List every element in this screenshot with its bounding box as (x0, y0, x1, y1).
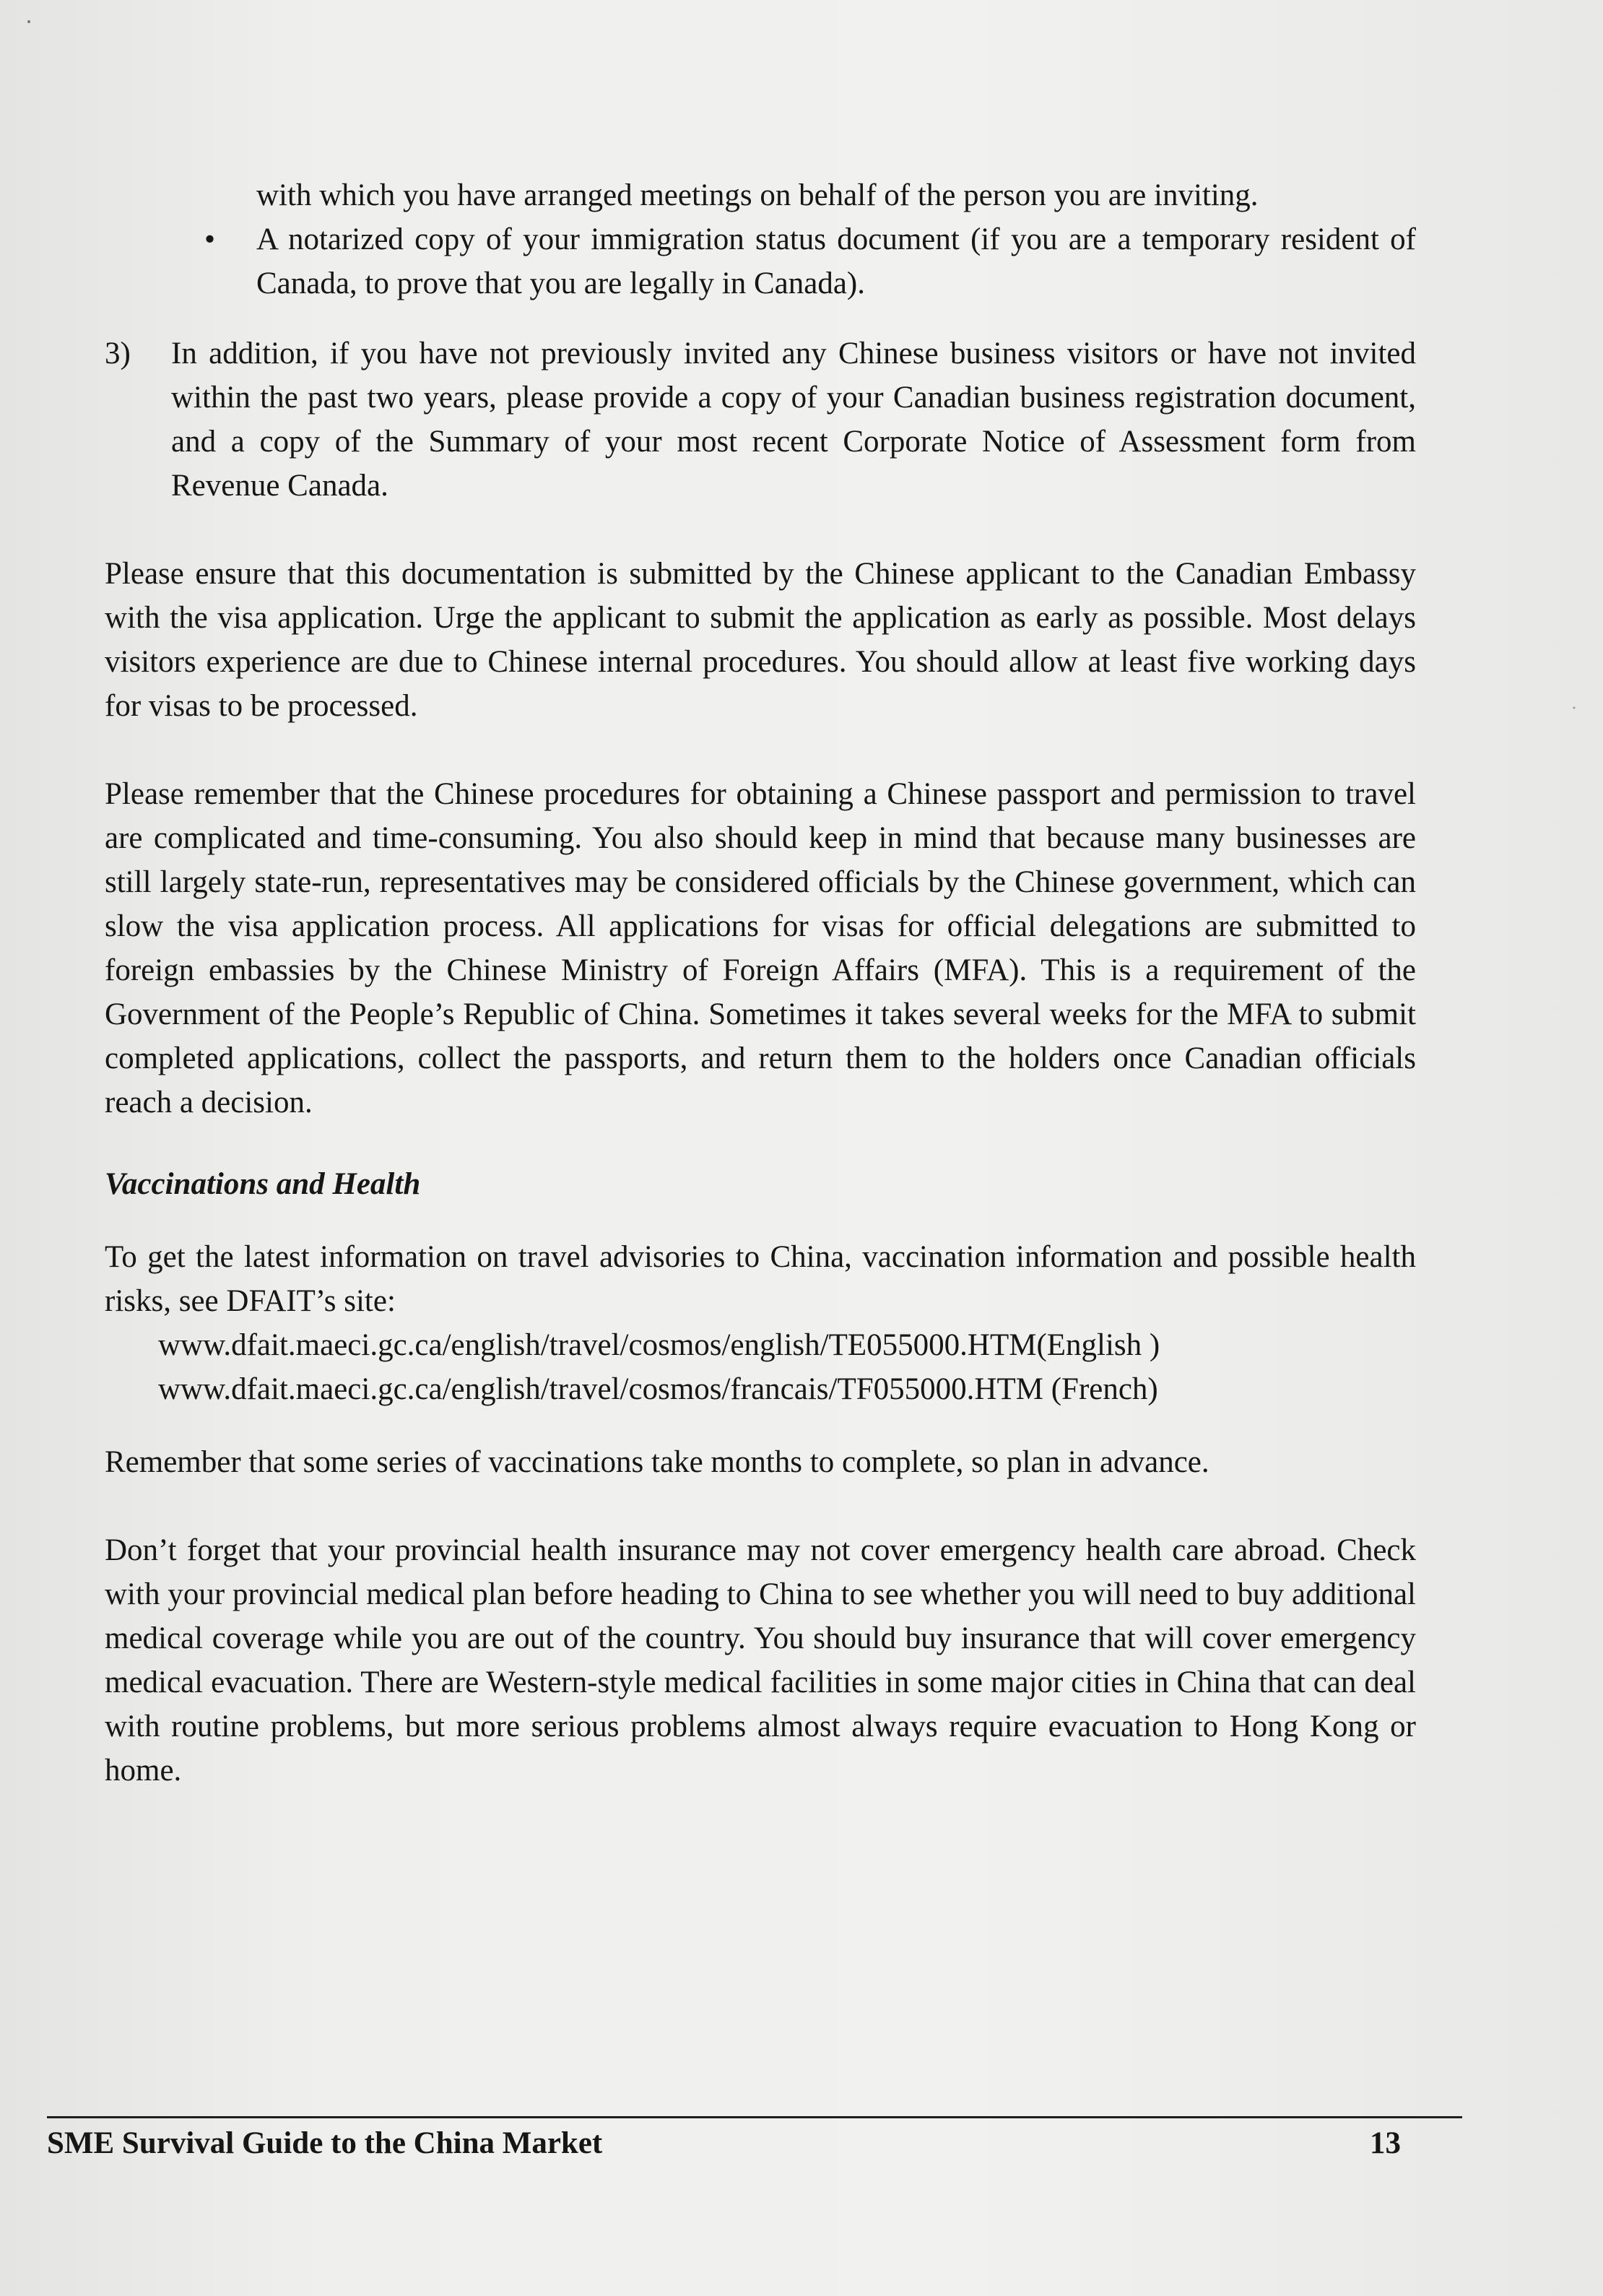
item-text: In addition, if you have not previously invited any Chinese business visitors or have not invited within the past two years, please provide a copy of your Canadian business registration document, and a copy of the Summary of your most recent Corporate Notice of Assessment form from Revenue Canada. (171, 337, 1416, 503)
bullet-marker: • (204, 222, 216, 256)
paragraph-procedures: Please remember that the Chinese procedures for obtaining a Chinese passport and permission to travel are complicated and time-consuming. You also should keep in mind that because many businesses are still largely state-run, representatives may be considered officials by the Chinese government, which can slow the visa application process. All applications for visas for official delegations are submitted to foreign embassies by the Chinese Ministry of Foreign Affairs (MFA). This is a requirement of the Government of the People’s Republic of China. Sometimes it takes several weeks for the MFA to submit completed applications, collect the passports, and return them to the holders once Canadian officials reach a decision. (105, 777, 1416, 1119)
page-number: 13 (1370, 2126, 1401, 2160)
bullet-item (204, 217, 1416, 306)
paragraph-vaccinations: Remember that some series of vaccinations take months to complete, so plan in advance. (105, 1445, 1209, 1479)
intro-continuation-text: with which you have arranged meetings on behalf of the person you are inviting. (256, 178, 1259, 212)
url-french-link[interactable]: www.dfait.maeci.gc.ca/english/travel/cosmos/francais/TF055000.HTM (French) (158, 1372, 1158, 1406)
item-number: 3) (105, 337, 131, 371)
paragraph-documentation: Please ensure that this documentation is submitted by the Chinese applicant to the Canadian Embassy with the visa application. Urge the applicant to submit the application as early as possible. Most delays visitors experience are due to Chinese internal procedures. You should allow at least five working days for visas to be processed. (105, 557, 1416, 723)
numbered-item-3 (105, 332, 1416, 508)
footer-title: SME Survival Guide to the China Market (47, 2126, 603, 2160)
paragraph-latest-info: To get the latest information on travel advisories to China, vaccination information and possible health risks, see DFAIT’s site: (105, 1240, 1416, 1318)
dfait-url-list (158, 1323, 1416, 1411)
paragraph-insurance: Don’t forget that your provincial health insurance may not cover emergency health care abroad. Check with your provincial medical plan before heading to China to see whether you will need to buy additional medical coverage while you are out of the country. You should buy insurance that will cover emergency medical evacuation. There are Western-style medical facilities in some major cities in China that can deal with routine problems, but more serious problems almost always require evacuation to Hong Kong or home. (105, 1533, 1416, 1788)
page-body (105, 173, 1416, 1793)
section-heading-vaccinations: Vaccinations and Health (105, 1167, 421, 1201)
url-english-link[interactable]: www.dfait.maeci.gc.ca/english/travel/cosmos/english/TE055000.HTM(English ) (158, 1328, 1160, 1362)
page-footer (47, 2116, 1462, 2161)
bullet-text: A notarized copy of your immigration status document (if you are a temporary resident of Canada, to prove that you are legally in Canada). (256, 222, 1416, 300)
